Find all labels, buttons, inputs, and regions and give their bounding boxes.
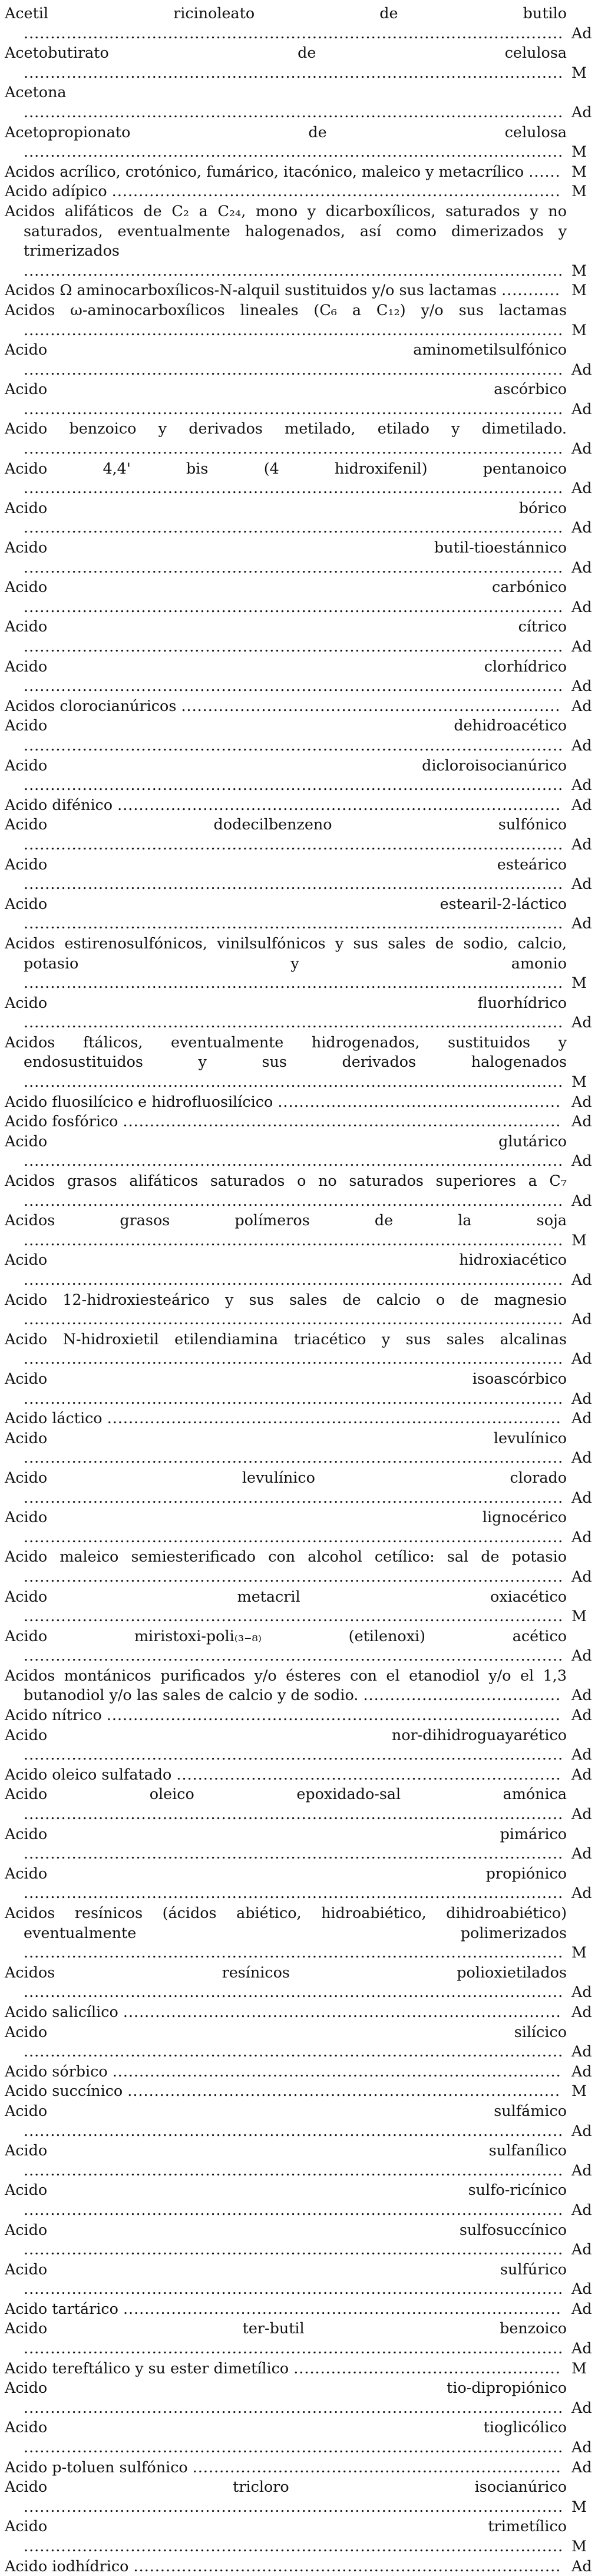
substance-name: Acido glutárico .....................................................................................................	[5, 1132, 567, 1170]
dot-leader: .....................................................................................................	[24, 63, 564, 81]
list-item	[5, 2081, 601, 2101]
usage-code: Ad	[571, 1389, 592, 1407]
list-item	[5, 1824, 601, 1864]
usage-code: Ad	[571, 1765, 592, 1783]
substance-name: Acido oleico epoxidado-sal amónica .....................................................................................................	[5, 1785, 567, 1823]
list-item	[5, 2022, 601, 2062]
dot-leader: .....................................................................................................	[24, 914, 564, 932]
list-item	[5, 1468, 601, 1507]
substance-name: Acido ter-butil benzoico .....................................................................................................	[5, 2319, 567, 2357]
usage-code: Ad	[571, 2339, 592, 2357]
list-item	[5, 2458, 601, 2478]
list-item	[5, 1765, 601, 1785]
substance-name: Acidos estirenosulfónicos, vinilsulfónicos y sus sales de sodio, calcio, potasio y amonio .....................................................................................................	[5, 934, 567, 992]
substance-name: Acidos resínicos polioxietilados .....................................................................................................	[5, 1963, 567, 2001]
substance-name: Acidos ftálicos, eventualmente hidrogenados, sustituidos y endosustituidos y sus derivados halogenados .....................................................................................................	[5, 1033, 567, 1091]
list-item	[5, 1963, 601, 2002]
list-item	[5, 1290, 601, 1330]
substance-name: Acido lignocérico .....................................................................................................	[5, 1508, 567, 1546]
substance-name: Acido miristoxi-poli₍₃₋₈₎ (etilenoxi) acético .....................................................................................................	[5, 1626, 567, 1665]
dot-leader: .....................................................................................................	[24, 2161, 564, 2179]
list-item	[5, 162, 601, 182]
dot-leader: .....................................................................................................	[24, 2200, 564, 2218]
dot-leader: .....................................................................................................	[24, 2042, 564, 2061]
dot-leader: .....................................................................................................	[24, 875, 564, 893]
substance-name: Acido butil-tioestánnico .....................................................................................................	[5, 538, 567, 576]
substance-name: Acido aminometilsulfónico .....................................................................................................	[5, 340, 567, 378]
usage-code: M	[571, 1943, 587, 1962]
usage-code: Ad	[571, 1646, 592, 1665]
list-item	[5, 1903, 601, 1963]
usage-code: Ad	[571, 1191, 592, 1209]
substance-name: Acido isoascórbico .....................................................................................................	[5, 1369, 567, 1407]
list-item	[5, 1330, 601, 1369]
dot-leader: .....................................................................................................	[24, 1350, 564, 1368]
usage-code: Ad	[571, 597, 592, 616]
usage-code: M	[571, 143, 587, 161]
list-item	[5, 1507, 601, 1547]
usage-code: M	[571, 2537, 587, 2555]
list-item	[5, 123, 601, 162]
substance-name: Acido N-hidroxietil etilendiamina triacético y sus sales alcalinas .....................................................................................................	[5, 1330, 567, 1368]
dot-leader: .....................................................................................................	[24, 102, 564, 121]
list-item	[5, 2517, 601, 2556]
dot-leader: .....................................................................................................	[24, 2537, 564, 2555]
usage-code: Ad	[571, 1350, 592, 1368]
dot-leader: ....................................................................................	[111, 182, 561, 200]
usage-code: M	[571, 63, 587, 81]
usage-code: M	[571, 162, 587, 180]
list-item	[5, 419, 601, 458]
list-item	[5, 795, 601, 815]
substance-name: Acido tioglicólico .....................................................................................................	[5, 2418, 567, 2456]
substance-name: Acetil ricinoleato de butilo .....................................................................................................	[5, 4, 567, 42]
substance-name: Acido sórbico ....................................................................................	[5, 2062, 561, 2080]
substance-name: Acido dicloroisocianúrico .....................................................................................................	[5, 756, 567, 794]
dot-leader: .....................................................................................	[107, 1409, 561, 1427]
usage-code: Ad	[571, 2398, 592, 2416]
substance-name: Acido salicílico ..................................................................................	[5, 2002, 561, 2021]
dot-leader: .....................................................................................................	[24, 1745, 564, 1764]
dot-leader: ..................................................	[293, 2359, 561, 2377]
substance-name: Acido sulfo-ricínico .....................................................................................................	[5, 2181, 567, 2218]
dot-leader: .....................................................................................................	[24, 2280, 564, 2298]
dot-leader: .....................................................................................................	[24, 2121, 564, 2139]
substance-name: Acido estearil-2-láctico .....................................................................................................	[5, 894, 567, 932]
usage-code: Ad	[571, 1310, 592, 1328]
substance-name: Acido pimárico .....................................................................................................	[5, 1824, 567, 1863]
dot-leader: .....................................................................................................	[24, 736, 564, 754]
usage-code: Ad	[571, 1844, 592, 1863]
substance-name: Acido difénico ...................................................................................	[5, 795, 561, 814]
usage-code: M	[571, 2082, 587, 2100]
usage-code: Ad	[571, 1449, 592, 1467]
substance-name: Acido tartárico ..................................................................................	[5, 2299, 561, 2317]
usage-code: Ad	[571, 1409, 592, 1427]
dot-leader: .....................................................................................................	[24, 1983, 564, 2001]
usage-code: Ad	[571, 1686, 592, 1704]
substance-name: Acido propiónico .....................................................................................................	[5, 1864, 567, 1902]
dot-leader: .....................................................................................................	[24, 2240, 564, 2258]
list-item	[5, 1587, 601, 1626]
dot-leader: .....................................................................................................	[24, 143, 564, 161]
substance-name: Acido bórico .....................................................................................................	[5, 498, 567, 537]
usage-code: M	[571, 1607, 587, 1625]
substance-name: Acido succínico .................................................................................	[5, 2082, 561, 2100]
list-item	[5, 2101, 601, 2141]
dot-leader: ....................................................................................	[112, 2062, 561, 2080]
list-item	[5, 2220, 601, 2260]
dot-leader: .....................................................................................................	[24, 974, 564, 992]
usage-code: M	[571, 1073, 587, 1091]
dot-leader: .....................................................................................................	[24, 677, 564, 695]
dot-leader: .....................................................................................................	[24, 1073, 564, 1091]
list-item	[5, 2180, 601, 2220]
usage-code: Ad	[571, 558, 592, 576]
usage-code: M	[571, 2497, 587, 2515]
substance-name: Acidos montánicos purificados y/o ésteres con el etanodiol y/o el 1,3 butanodiol y/o las sales de calcio y de sodio. .....................................	[5, 1666, 567, 1704]
usage-code: Ad	[571, 2299, 592, 2317]
usage-code: Ad	[571, 776, 592, 794]
usage-code: Ad	[571, 795, 592, 814]
usage-code: M	[571, 974, 587, 992]
usage-code: M	[571, 320, 587, 339]
dot-leader: .....................................................................................................	[24, 1805, 564, 1823]
substance-name: Acido adípico ....................................................................................	[5, 182, 561, 200]
usage-code: Ad	[571, 2240, 592, 2258]
dot-leader: .....................................................................................................	[24, 479, 564, 497]
substance-name: Acido fosfórico ..................................................................................	[5, 1112, 561, 1130]
usage-code: Ad	[571, 2280, 592, 2298]
dot-leader: .....................................................................................................	[24, 776, 564, 794]
dot-leader: .....................................................................................................	[24, 1527, 564, 1546]
usage-code: Ad	[571, 1805, 592, 1823]
usage-code: Ad	[571, 1092, 592, 1110]
usage-code: Ad	[571, 1884, 592, 1902]
dot-leader: ..................................................................................	[123, 2002, 561, 2021]
list-item	[5, 993, 601, 1033]
substance-name: Acidos clorocianúricos .......................................................................	[5, 696, 561, 715]
list-item	[5, 2260, 601, 2299]
dot-leader: .....................................................................................................	[24, 1013, 564, 1031]
list-item	[5, 379, 601, 419]
dot-leader: .....................................................................................................	[24, 399, 564, 418]
usage-code: Ad	[571, 518, 592, 537]
list-item	[5, 1725, 601, 1765]
list-item	[5, 2477, 601, 2517]
list-item	[5, 1626, 601, 1666]
usage-code: Ad	[571, 2042, 592, 2061]
dot-leader: ................................................................................	[133, 2557, 561, 2575]
substance-name: Acido hidroxiacético .....................................................................................................	[5, 1251, 567, 1288]
dot-leader: ..................................................................................	[123, 2299, 561, 2317]
substance-name: Acido clorhídrico .....................................................................................................	[5, 657, 567, 695]
dot-leader: .....................................................................................................	[24, 1231, 564, 1249]
list-item	[5, 934, 601, 993]
list-item	[5, 2141, 601, 2180]
list-item	[5, 2557, 601, 2576]
dot-leader: ......	[528, 162, 561, 180]
dot-leader: .....................................................................................................	[24, 1943, 564, 1962]
list-item	[5, 577, 601, 617]
list-item	[5, 855, 601, 894]
list-item	[5, 1112, 601, 1132]
list-item	[5, 1211, 601, 1250]
usage-code: Ad	[571, 2161, 592, 2179]
usage-code: Ad	[571, 479, 592, 497]
list-item	[5, 1250, 601, 1289]
list-item	[5, 82, 601, 122]
list-item	[5, 1666, 601, 1705]
substance-name: Acido benzoico y derivados metilado, etilado y dimetilado. .....................................................................................................	[5, 419, 567, 458]
list-item	[5, 2062, 601, 2082]
substance-name: Acidos ω-aminocarboxílicos lineales (C₆ a C₁₂) y/o sus lactamas .....................................................................................................	[5, 300, 567, 339]
dot-leader: .....................................................................................................	[24, 518, 564, 537]
usage-code: M	[571, 1231, 587, 1249]
list-item	[5, 815, 601, 854]
usage-code: M	[571, 182, 587, 200]
substance-name: Acido fluorhídrico .....................................................................................................	[5, 993, 567, 1031]
list-item	[5, 340, 601, 379]
dot-leader: .....................................................................................................	[24, 2438, 564, 2456]
dot-leader: .....................................................................................................	[24, 1389, 564, 1407]
dot-leader: .....................................................................	[192, 2458, 561, 2476]
dot-leader: .....................................................................................................	[24, 1884, 564, 1902]
list-item	[5, 1033, 601, 1092]
usage-code: Ad	[571, 2121, 592, 2139]
list-item	[5, 498, 601, 538]
dot-leader: .................................................................................	[127, 2082, 561, 2100]
list-item	[5, 1784, 601, 1824]
substance-name: Acetona .....................................................................................................	[5, 83, 564, 121]
dot-leader: .....................................................................................................	[24, 439, 564, 458]
usage-code: Ad	[571, 1567, 592, 1585]
dot-leader: ...........	[501, 281, 560, 299]
usage-code: Ad	[571, 2557, 592, 2575]
list-item	[5, 43, 601, 82]
list-item	[5, 2319, 601, 2358]
list-item	[5, 2359, 601, 2379]
substance-name: Acido maleico semiesterificado con alcohol cetílico: sal de potasio .....................................................................................................	[5, 1547, 567, 1585]
usage-code: Ad	[571, 24, 592, 42]
list-item	[5, 617, 601, 656]
dot-leader: .....................................................................................................	[24, 1449, 564, 1467]
usage-code: Ad	[571, 1745, 592, 1764]
dot-leader: .....................................................................................................	[24, 1844, 564, 1863]
substance-name: Acido dehidroacético .....................................................................................................	[5, 716, 567, 754]
usage-code: Ad	[571, 1013, 592, 1031]
usage-code: Ad	[571, 2438, 592, 2456]
substance-name: Acido sulfosuccínico .....................................................................................................	[5, 2220, 567, 2258]
usage-code: M	[571, 261, 587, 279]
list-item	[5, 459, 601, 498]
substance-name: Acido fluosilícico e hidrofluosilícico .....................................................	[5, 1092, 561, 1110]
list-item	[5, 756, 601, 795]
dot-leader: .....................................................................................................	[24, 558, 564, 576]
substance-name: Acido 4,4' bis (4 hidroxifenil) pentanoico .....................................................................................................	[5, 459, 567, 497]
list-item	[5, 657, 601, 696]
dot-leader: .....................................................................................................	[24, 1310, 564, 1328]
list-item	[5, 1369, 601, 1408]
list-item	[5, 2002, 601, 2022]
usage-code: Ad	[571, 2062, 592, 2080]
list-item	[5, 1428, 601, 1468]
substance-name: Acido 12-hidroxiesteárico y sus sales de calcio o de magnesio .....................................................................................................	[5, 1290, 567, 1328]
usage-code: Ad	[571, 1527, 592, 1546]
substance-name: Acetobutirato de celulosa .....................................................................................................	[5, 44, 567, 81]
substance-name: Acido nítrico .....................................................................................	[5, 1706, 561, 1724]
list-item	[5, 2418, 601, 2457]
dot-leader: .....................................................................................................	[24, 1646, 564, 1665]
dot-leader: .....................................................	[277, 1092, 561, 1110]
usage-code: Ad	[571, 875, 592, 893]
usage-code: Ad	[571, 2002, 592, 2021]
dot-leader: ..................................................................................	[123, 1112, 561, 1130]
dot-leader: .....................................................................................................	[24, 1152, 564, 1170]
substance-name: Acido metacril oxiacético .....................................................................................................	[5, 1587, 567, 1625]
substance-name: Acidos Ω aminocarboxílicos-N-alquil sustituidos y/o sus lactamas ...........	[5, 281, 560, 299]
dot-leader: .....................................................................................................	[24, 2398, 564, 2416]
usage-code: Ad	[571, 1706, 592, 1724]
usage-code: Ad	[571, 736, 592, 754]
list-item	[5, 2299, 601, 2319]
substance-name: Acido levulínico .....................................................................................................	[5, 1428, 567, 1467]
usage-code: Ad	[571, 696, 592, 715]
substance-name: Acido sulfúrico .....................................................................................................	[5, 2260, 567, 2298]
list-item	[5, 538, 601, 577]
dot-leader: .....................................................................................................	[24, 835, 564, 853]
substance-name: Acido iodhídrico ................................................................................	[5, 2557, 561, 2575]
dot-leader: ........................................................................	[176, 1765, 561, 1783]
dot-leader: .....................................................................................................	[24, 24, 564, 42]
dot-leader: .......................................................................	[181, 696, 561, 715]
substance-name: Acido láctico .....................................................................................	[5, 1409, 561, 1427]
substance-name: Acido silícico .....................................................................................................	[5, 2022, 567, 2061]
dot-leader: .....................................................................................................	[24, 597, 564, 616]
dot-leader: .....................................................................................................	[24, 1488, 564, 1506]
substance-name: Acido cítrico .....................................................................................................	[5, 617, 567, 655]
usage-code: Ad	[571, 439, 592, 458]
list-item	[5, 1171, 601, 1211]
dot-leader: .....................................................................................................	[24, 1567, 564, 1585]
usage-code: Ad	[571, 1983, 592, 2001]
usage-code: M	[571, 281, 587, 299]
substance-name: Acido tereftálico y su ester dimetílico ..................................................	[5, 2359, 561, 2377]
substance-name: Acido ascórbico .....................................................................................................	[5, 380, 567, 418]
list-item	[5, 280, 601, 300]
dot-leader: .....................................................................................................	[24, 637, 564, 655]
usage-code: M	[571, 2359, 587, 2377]
dot-leader: .....................................................................................	[106, 1706, 561, 1724]
list-item	[5, 1132, 601, 1171]
substance-name: Acido trimetílico .....................................................................................................	[5, 2517, 567, 2555]
usage-code: Ad	[571, 1152, 592, 1170]
dot-leader: .....................................................................................................	[24, 320, 564, 339]
usage-code: Ad	[571, 399, 592, 418]
usage-code: Ad	[571, 102, 592, 121]
list-item	[5, 4, 601, 43]
list-item	[5, 181, 601, 201]
usage-code: Ad	[571, 2458, 592, 2476]
dot-leader: .....................................................................................................	[24, 1607, 564, 1625]
usage-code: Ad	[571, 1112, 592, 1130]
substance-name: Acetopropionato de celulosa .....................................................................................................	[5, 123, 567, 161]
usage-code: Ad	[571, 2200, 592, 2218]
substance-name: Acidos alifáticos de C₂ a C₂₄, mono y dicarboxílicos, saturados y no saturados, eventualmente halogenados, así como dimerizados y trimerizados .....................................................................................................	[5, 201, 567, 279]
list-item	[5, 1092, 601, 1112]
substance-name: Acido sulfámico .....................................................................................................	[5, 2101, 567, 2139]
substance-name: Acido tricloro isocianúrico .....................................................................................................	[5, 2478, 567, 2515]
substance-name: Acido sulfanílico .....................................................................................................	[5, 2141, 567, 2179]
dot-leader: ...................................................................................	[117, 795, 561, 814]
list-item	[5, 1705, 601, 1725]
list-item	[5, 1408, 601, 1428]
list-item	[5, 2378, 601, 2418]
dot-leader: .....................................................................................................	[24, 2497, 564, 2515]
usage-code: Ad	[571, 1488, 592, 1506]
substance-name: Acidos acrílico, crotónico, fumárico, itacónico, maleico y metacrílico ......	[5, 162, 561, 180]
list-item	[5, 300, 601, 340]
substance-name: Acido levulínico clorado .....................................................................................................	[5, 1468, 567, 1506]
dot-leader: .....................................................................................................	[24, 1271, 564, 1288]
list-item	[5, 201, 601, 280]
list-item	[5, 696, 601, 716]
dot-leader: .....................................	[363, 1686, 561, 1704]
dot-leader: .....................................................................................................	[24, 360, 564, 378]
list-item	[5, 1864, 601, 1903]
substance-name: Acido p-toluen sulfónico .....................................................................	[5, 2458, 561, 2476]
list-item	[5, 716, 601, 755]
substance-name: Acido esteárico .....................................................................................................	[5, 855, 567, 893]
usage-code: Ad	[571, 637, 592, 655]
usage-code: Ad	[571, 914, 592, 932]
substance-name: Acidos grasos polímeros de la soja .....................................................................................................	[5, 1211, 567, 1249]
substance-name: Acido carbónico .....................................................................................................	[5, 578, 567, 616]
dot-leader: .....................................................................................................	[24, 1191, 564, 1209]
substance-name: Acido dodecilbenzeno sulfónico .....................................................................................................	[5, 815, 567, 853]
list-item	[5, 894, 601, 934]
substance-name: Acidos grasos alifáticos saturados o no saturados superiores a C₇ .....................................................................................................	[5, 1172, 567, 1209]
usage-code: Ad	[571, 1271, 592, 1288]
dot-leader: .....................................................................................................	[24, 261, 564, 279]
usage-code: Ad	[571, 677, 592, 695]
list-item	[5, 1547, 601, 1586]
substance-name: Acidos resínicos (ácidos abiético, hidroabiético, dihidroabiético) eventualmente polimerizados .....................................................................................................	[5, 1904, 567, 1962]
substance-name: Acido tio-dipropiónico .....................................................................................................	[5, 2379, 567, 2416]
substance-name: Acido nor-dihidroguayarético .....................................................................................................	[5, 1725, 567, 1764]
substance-name: Acido oleico sulfatado ........................................................................	[5, 1765, 561, 1783]
dot-leader: .....................................................................................................	[24, 2339, 564, 2357]
usage-code: Ad	[571, 360, 592, 378]
usage-code: Ad	[571, 835, 592, 853]
